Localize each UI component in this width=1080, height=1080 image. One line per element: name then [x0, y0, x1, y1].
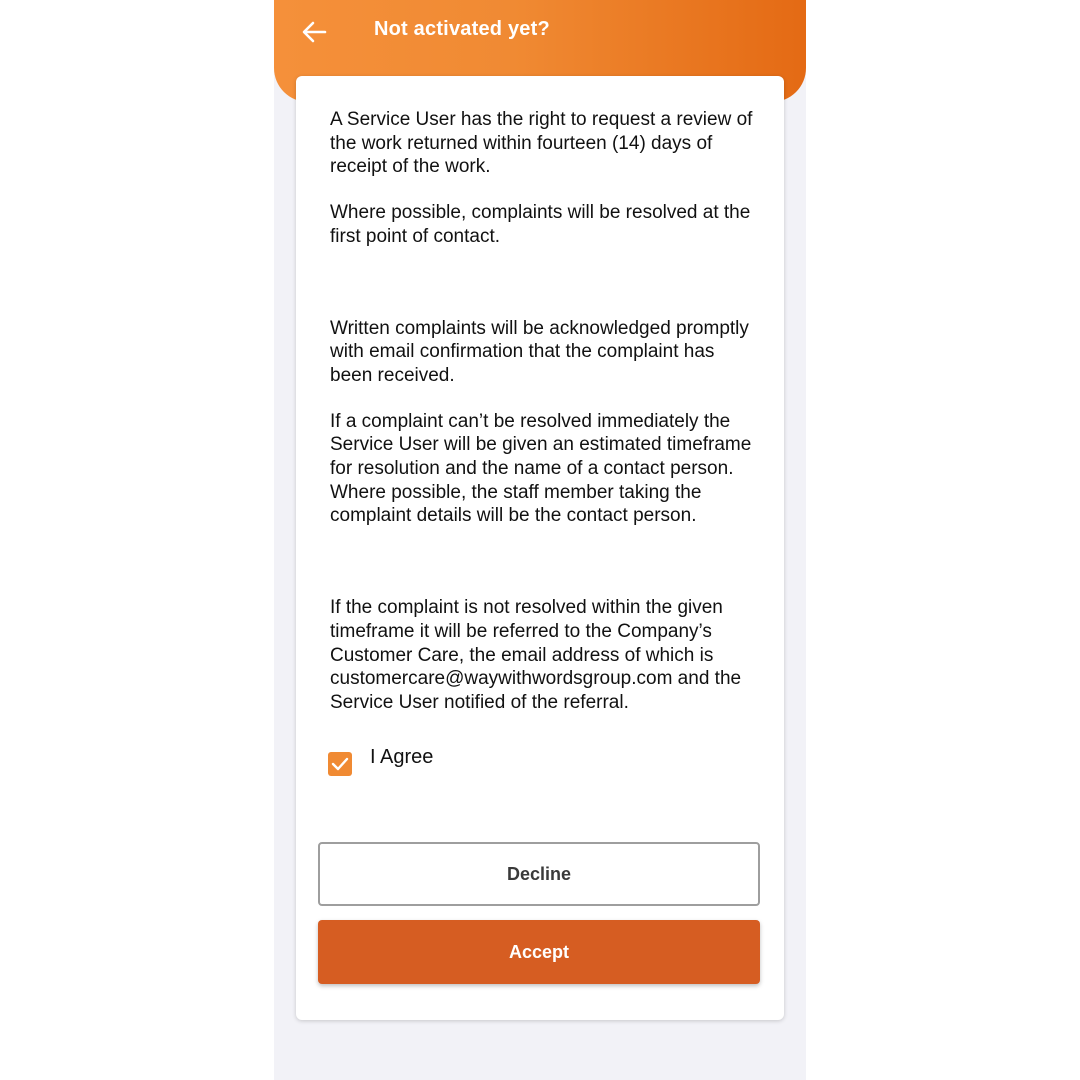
terms-paragraph-1: A Service User has the right to request a review of the work returned within fourteen (14) days of receipt of the work. [330, 109, 753, 178]
arrow-left-icon [301, 20, 327, 44]
terms-paragraph-4: If a complaint can’t be resolved immediately the Service User will be given an estimated timeframe for resolution and the name of a contact person. Where possible, the staff member taking the complaint details will be the contact person. [330, 410, 752, 527]
terms-scroll-area[interactable] [330, 108, 760, 720]
app-screen [274, 0, 806, 1080]
accept-button[interactable]: Accept [318, 920, 760, 984]
terms-paragraph-2: Where possible, complaints will be resolved at the first point of contact. [330, 202, 751, 247]
agree-row[interactable] [328, 746, 433, 776]
back-button[interactable] [296, 14, 332, 50]
terms-paragraph-5: If the complaint is not resolved within the given timeframe it will be referred to the Company’s Customer Care, the email address of which is customercare@waywithwordsgroup.com and the Service User notified of the referral. [330, 597, 742, 713]
terms-card [296, 76, 784, 1020]
page-title: Not activated yet? [374, 18, 550, 40]
terms-paragraph-3: Written complaints will be acknowledged promptly with email confirmation that the complaint has been received. [330, 317, 749, 386]
decline-button[interactable]: Decline [318, 842, 760, 906]
checkmark-icon [331, 756, 349, 772]
agree-checkbox[interactable] [328, 752, 352, 776]
agree-label: I Agree [370, 746, 434, 768]
